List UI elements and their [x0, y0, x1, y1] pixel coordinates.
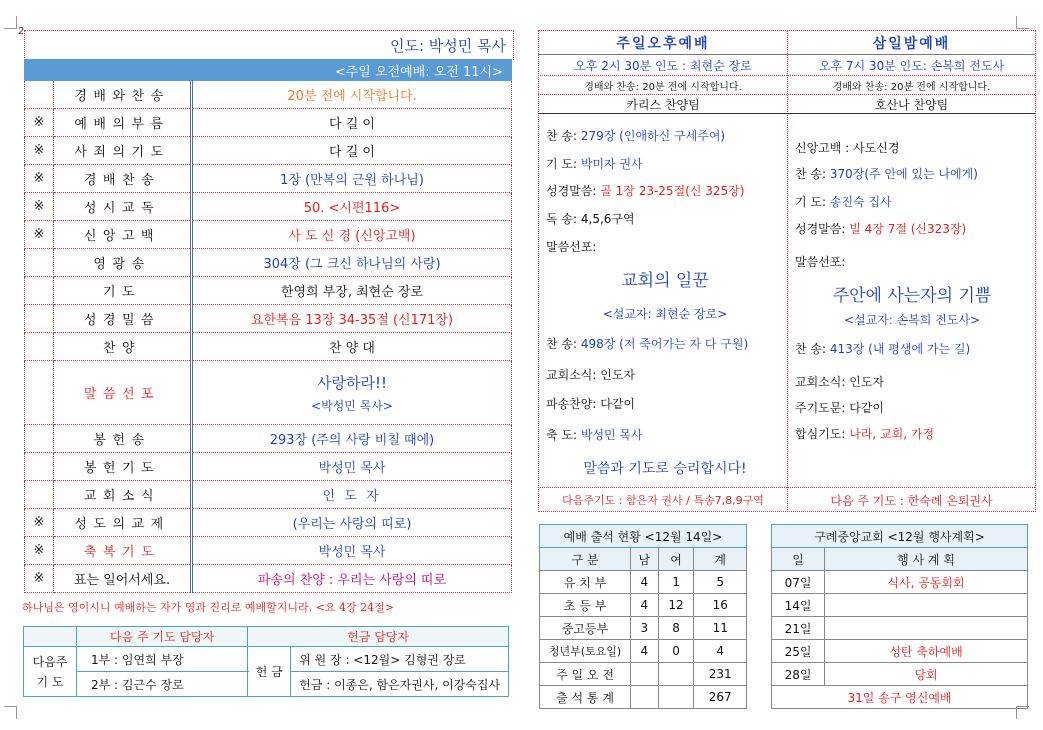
wednesday-next-prayer: 다음 주 기도 : 한숙례 온퇴권사 [830, 494, 993, 508]
row-name: 교회소식 [54, 481, 192, 509]
leader-text: 인도: 박성민 목사 [389, 37, 506, 55]
offering-label: 헌 금 [248, 647, 291, 697]
worship-row [25, 109, 512, 137]
afternoon-note: 경배와 찬송: 20분 전에 시작합니다. [584, 82, 742, 93]
row-mark: ※ [25, 193, 54, 221]
row-value: 20분 전에 시작합니다. [192, 81, 512, 109]
worship-row [25, 425, 512, 453]
row-mark: ※ [25, 137, 54, 165]
row-mark: ※ [25, 221, 54, 249]
worship-row [25, 305, 512, 333]
row-name: 경배와찬송 [54, 81, 192, 109]
attendance-row: 청년부(토요일) 4 0 4 [540, 640, 747, 663]
wednesday-time: 오후 7시 30분 인도: 손복희 전도사 [818, 59, 1005, 73]
row-name: 성도의교제 [54, 509, 192, 537]
row-name: 봉헌기도 [54, 453, 192, 481]
crop-mark-bl [4, 706, 17, 719]
row-mark [25, 425, 54, 453]
page-number: 2 [18, 26, 25, 37]
row-mark [25, 277, 54, 305]
row-name: 말씀선포 [54, 361, 192, 425]
afternoon-time: 오후 2시 30분 인도 : 최현순 장로 [574, 59, 752, 73]
duty-table [23, 626, 509, 697]
row-mark: ※ [25, 565, 54, 593]
row-name: 표는 일어서세요. [54, 565, 192, 593]
row-value: 304장 (그 크신 하나님의 사랑) [192, 249, 512, 277]
event-row: 25일 성탄 축하예배 [772, 640, 1028, 663]
row-mark [25, 305, 54, 333]
row-value: 293장 (주의 사랑 비칠 때에) [192, 425, 512, 453]
prayer-duty-2: 2부 : 김근수 장로 [77, 672, 248, 697]
worship-row [25, 509, 512, 537]
event-row: 28일 당회 [772, 663, 1028, 686]
crop-mark-tl [4, 16, 17, 29]
row-name: 봉헌송 [54, 425, 192, 453]
row-value: (우리는 사랑의 띠로) [192, 509, 512, 537]
offering-duty-header: 헌금 담당자 [248, 627, 509, 647]
event-row: 07일 식사, 공동회회 [772, 571, 1028, 594]
wednesday-sermon: 주안에 사는자의 기쁨 [832, 286, 992, 306]
event-row: 31일 송구 영신예배 [772, 686, 1028, 709]
worship-row [25, 537, 512, 565]
worship-row [25, 137, 512, 165]
attendance-title: 예배 출석 현황 <12월 14일> [540, 525, 747, 548]
verse-text: 하나님은 영이시니 예배하는 자가 영과 진리로 예배할지니라. <요 4장 24절> [22, 601, 394, 614]
worship-row [25, 481, 512, 509]
worship-row [25, 193, 512, 221]
offering-duty-1: 위 원 장 : <12월> 김형권 장로 [291, 647, 509, 672]
attendance-row: 중고등부 3 8 11 [540, 617, 747, 640]
row-value: 50. <시편116> [192, 193, 512, 221]
row-value: 박성민 목사 [192, 453, 512, 481]
wednesday-note: 경배와 찬송: 20분 전에 시작합니다. [832, 82, 991, 93]
row-value: 인 도 자 [192, 481, 512, 509]
attendance-table: 예배 출석 현황 <12월 14일> 구 분 남 여 계 유 치 부 4 1 5 초 등 부 4 12 16 중고등부 3 8 11 청년부(토요일) 4 0 4 주 일 오 전 231 출 석 통 계 267 [539, 524, 747, 709]
row-name: 성경밀씀 [54, 305, 192, 333]
row-mark: ※ [25, 165, 54, 193]
row-name: 찬양 [54, 333, 192, 361]
row-value: 파송의 찬양 : 우리는 사랑의 띠로 [192, 565, 512, 593]
row-name: 기도 [54, 277, 192, 305]
row-mark [25, 453, 54, 481]
afternoon-title: 주일오후예배 [616, 36, 710, 52]
row-name: 축복기도 [54, 537, 192, 565]
afternoon-slogan: 말씀과 기도로 승리합시다! [583, 461, 747, 477]
row-value: 다 길 이 [192, 109, 512, 137]
attendance-row: 출 석 통 계 267 [540, 686, 747, 709]
services-divider [787, 30, 788, 510]
attendance-row: 주 일 오 전 231 [540, 663, 747, 686]
row-value: 한영희 부장, 최현순 장로 [192, 277, 512, 305]
worship-row [25, 81, 512, 109]
afternoon-team: 카리스 찬양팀 [626, 98, 700, 112]
wednesday-title: 삼일밤예배 [872, 36, 951, 52]
row-mark [25, 481, 54, 509]
row-mark: ※ [25, 537, 54, 565]
row-value: 요한복음 13장 34-35절 (신171장) [192, 305, 512, 333]
row-value: 사랑하라!! <박성민 목사> [192, 361, 512, 425]
worship-row [25, 277, 512, 305]
row-name: 성시교독 [54, 193, 192, 221]
afternoon-next-prayer: 다음주기도 : 함은자 권사 / 특송7,8,9구역 [562, 494, 764, 507]
event-row: 21일 [772, 617, 1028, 640]
row-name: 경배찬송 [54, 165, 192, 193]
row-value: 박성민 목사 [192, 537, 512, 565]
worship-order-table [24, 59, 512, 593]
row-value: 찬 양 대 [192, 333, 512, 361]
attendance-row: 유 치 부 4 1 5 [540, 571, 747, 594]
prayer-duty-header: 다음 주 기도 담당자 [77, 627, 248, 647]
events-title: 구례중앙교회 <12월 행사계획> [772, 525, 1028, 548]
row-value: 다 길 이 [192, 137, 512, 165]
row-value: 사 도 신 경 (신앙고백) [192, 221, 512, 249]
wednesday-team: 호산나 찬양팀 [874, 98, 949, 112]
events-table: 구례중앙교회 <12월 행사계획> 일 행 사 계 획 07일 식사, 공동회회 14일 21일 25일 성탄 축하예배 28일 당회 31일 송구 영신예배 [771, 524, 1028, 709]
offering-duty-2: 헌금 : 이종은, 함은자권사, 이강숙집사 [291, 672, 509, 697]
attendance-row: 초 등 부 4 12 16 [540, 594, 747, 617]
worship-row [25, 165, 512, 193]
afternoon-sermon: 교회의 일꾼 [621, 271, 709, 291]
prayer-duty-1: 1부 : 임연희 부장 [77, 647, 248, 672]
worship-row [25, 565, 512, 593]
worship-row [25, 221, 512, 249]
row-value: 1장 (만복의 근원 하나님) [192, 165, 512, 193]
row-mark [25, 361, 54, 425]
row-name: 사죄의기도 [54, 137, 192, 165]
row-mark: ※ [25, 109, 54, 137]
row-mark [25, 249, 54, 277]
row-mark: ※ [25, 509, 54, 537]
row-name: 영광송 [54, 249, 192, 277]
worship-row [25, 249, 512, 277]
crop-mark-tr [1016, 16, 1029, 29]
row-name: 신앙고백 [54, 221, 192, 249]
worship-row [25, 333, 512, 361]
service-header: <주일 오전예배: 오전 11시> [25, 60, 512, 81]
service-header-row [25, 60, 512, 81]
worship-row [25, 361, 512, 425]
worship-row [25, 453, 512, 481]
row-name: 예배의부름 [54, 109, 192, 137]
event-row: 14일 [772, 594, 1028, 617]
next-prayer-label: 다음주 기 도 [24, 647, 77, 697]
row-mark [25, 333, 54, 361]
row-mark [25, 81, 54, 109]
